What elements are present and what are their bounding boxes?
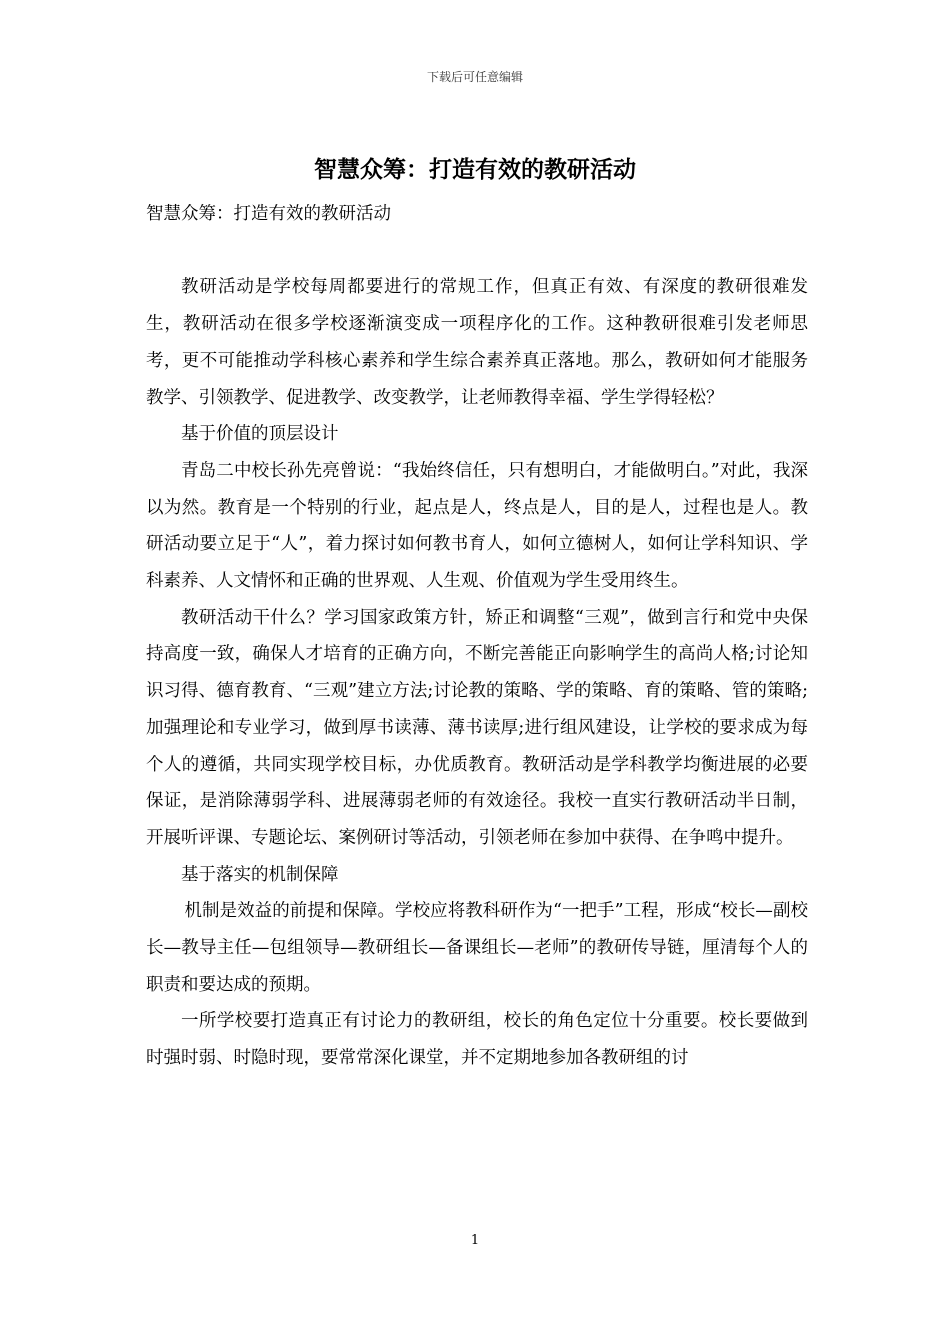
paragraph: 青岛二中校长孙先亮曾说：“我始终信任，只有想明白，才能做明白。”对此，我深以为然。教育是一个特别的行业，起点是人，终点是人，目的是人，过程也是人。教研活动要立足于“人”，着力探讨如何教书育人，如何立德树人，如何让学科知识、学科素养、人文情怀和正确的世界观、人生观、价值观为学生受用终生。 xyxy=(146,460,808,592)
paragraph: 机制是效益的前提和保障。学校应将教科研作为“一把手”工程，形成“校长—副校长—教导主任—包组领导—教研组长—备课组长—老师”的教研传导链，厘清每个人的职责和要达成的预期。 xyxy=(146,901,808,995)
document-title: 智慧众筹：打造有效的教研活动 xyxy=(314,156,636,183)
paragraph: 一所学校要打造真正有讨论力的教研组，校长的角色定位十分重要。校长要做到时强时弱、时隐时现，要常常深化课堂，并不定期地参加各教研组的讨 xyxy=(146,1011,808,1069)
section-heading: 基于价值的顶层设计 xyxy=(181,424,339,445)
page-number: 1 xyxy=(470,1233,480,1248)
paragraph: 教研活动干什么？学习国家政策方针，矫正和调整“三观”，做到言行和党中央保持高度一致，确保人才培育的正确方向，不断完善能正向影响学生的高尚人格;讨论知识习得、德育教育、“三观”建立方法;讨论教的策略、学的策略、育的策略、管的策略;加强理论和专业学习，做到厚书读薄、薄书读厚;进行组风建设，让学校的要求成为每个人的遵循，共同实现学校目标，办优质教育。教研活动是学科教学均衡进展的必要保证，是消除薄弱学科、进展薄弱老师的有效途径。我校一直实行教研活动半日制，开展听评课、专题论坛、案例研讨等活动，引领老师在参加中获得、在争鸣中提升。 xyxy=(146,607,808,848)
document-subtitle: 智慧众筹：打造有效的教研活动 xyxy=(146,204,391,224)
header-note: 下载后可任意编辑 xyxy=(426,70,523,84)
section-heading: 基于落实的机制保障 xyxy=(181,864,339,885)
document-body xyxy=(146,196,808,1077)
paragraph: 教研活动是学校每周都要进行的常规工作，但真正有效、有深度的教研很难发生，教研活动在很多学校逐渐演变成一项程序化的工作。这种教研很难引发老师思考，更不可能推动学科核心素养和学生综合素养真正落地。那么，教研如何才能服务教学、引领教学、促进教学、改变教学，让老师教得幸福、学生学得轻松？ xyxy=(146,277,808,408)
